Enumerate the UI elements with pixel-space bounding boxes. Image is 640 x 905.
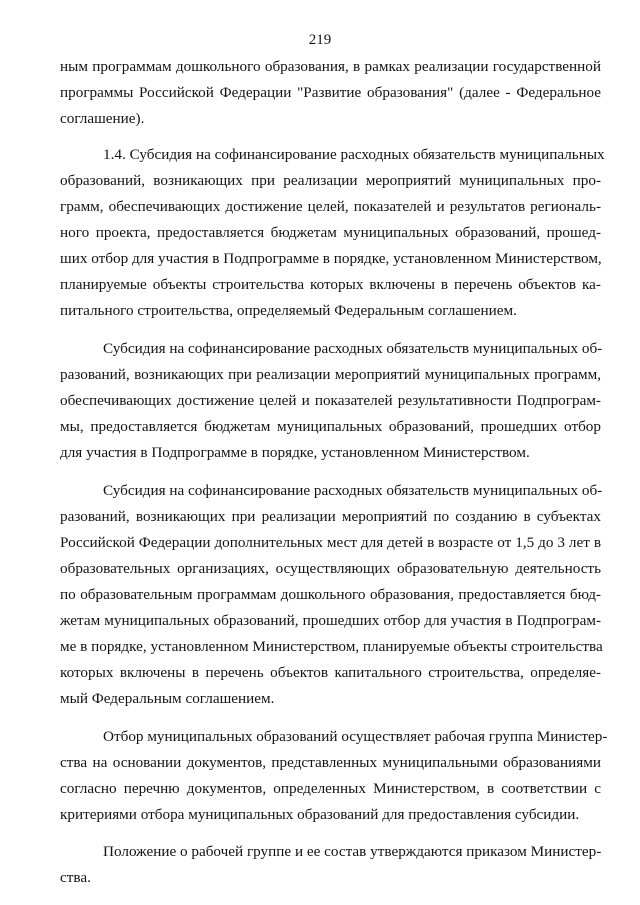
- text-line: для участия в Подпрограмме в порядке, установленном Министерством.: [60, 444, 530, 461]
- text-line: Субсидия на софинансирование расходных обязательств муниципальных об-: [103, 340, 603, 357]
- page-number: 219: [308, 32, 332, 48]
- text-line: 1.4. Субсидия на софинансирование расходных обязательств муниципальных: [103, 146, 605, 163]
- text-line: Российской Федерации дополнительных мест для детей в возрасте от 1,5 до 3 лет в: [60, 534, 601, 551]
- text-line: критериями отбора муниципальных образований для предоставления субсидии.: [60, 806, 580, 823]
- text-line: разований, возникающих при реализации мероприятий по созданию в субъектах: [60, 508, 601, 525]
- paragraph: [60, 142, 605, 324]
- text-line: обеспечивающих достижение целей и показателей результативности Подпрограм-: [60, 392, 601, 409]
- text-line: грамм, обеспечивающих достижение целей, показателей и результатов региональ-: [60, 198, 601, 215]
- text-line: Субсидия на софинансирование расходных обязательств муниципальных об-: [103, 482, 603, 499]
- text-line: по образовательным программам дошкольного образования, предоставляется бюд-: [60, 586, 601, 603]
- text-line: ства на основании документов, представленных муниципальными образованиями: [60, 754, 601, 771]
- text-line: согласно перечню документов, определенных Министерством, в соответствии с: [60, 780, 601, 797]
- text-line: ного проекта, предоставляется бюджетам муниципальных образований, прошед-: [60, 224, 601, 241]
- text-line: образовательных организациях, осуществляющих образовательную деятельность: [60, 560, 601, 577]
- paragraph: [60, 724, 608, 828]
- text-line: ным программам дошкольного образования, в рамках реализации государственной: [60, 58, 601, 75]
- text-line: мый Федеральным соглашением.: [60, 690, 275, 707]
- text-line: ме в порядке, установленном Министерством, планируемые объекты строительства: [60, 638, 603, 655]
- text-line: ших отбор для участия в Подпрограмме в порядке, установленном Министерством,: [60, 250, 602, 267]
- text-line: ства.: [60, 869, 91, 886]
- text-line: которых включены в перечень объектов капитального строительства, определяе-: [60, 664, 601, 681]
- text-line: образований, возникающих при реализации мероприятий муниципальных про-: [60, 172, 601, 189]
- text-line: питального строительства, определяемый Федеральным соглашением.: [60, 302, 517, 319]
- text-line: планируемые объекты строительства которых включены в перечень объектов ка-: [60, 276, 601, 293]
- text-line: мы, предоставляется бюджетам муниципальных образований, прошедших отбор: [60, 418, 601, 435]
- text-line: Отбор муниципальных образований осуществляет рабочая группа Министер-: [103, 728, 608, 745]
- text-line: разований, возникающих при реализации мероприятий муниципальных программ,: [60, 366, 601, 383]
- paragraph: [60, 54, 601, 132]
- document-body: [60, 54, 608, 891]
- paragraph: [60, 478, 601, 712]
- paragraph: [60, 839, 601, 891]
- text-line: соглашение).: [60, 110, 145, 127]
- text-line: программы Российской Федерации "Развитие образования" (далее - Федеральное: [60, 84, 601, 101]
- text-line: Положение о рабочей группе и ее состав утверждаются приказом Министер-: [103, 843, 602, 860]
- text-line: жетам муниципальных образований, прошедших отбор для участия в Подпрограм-: [60, 612, 601, 629]
- paragraph: [60, 336, 601, 466]
